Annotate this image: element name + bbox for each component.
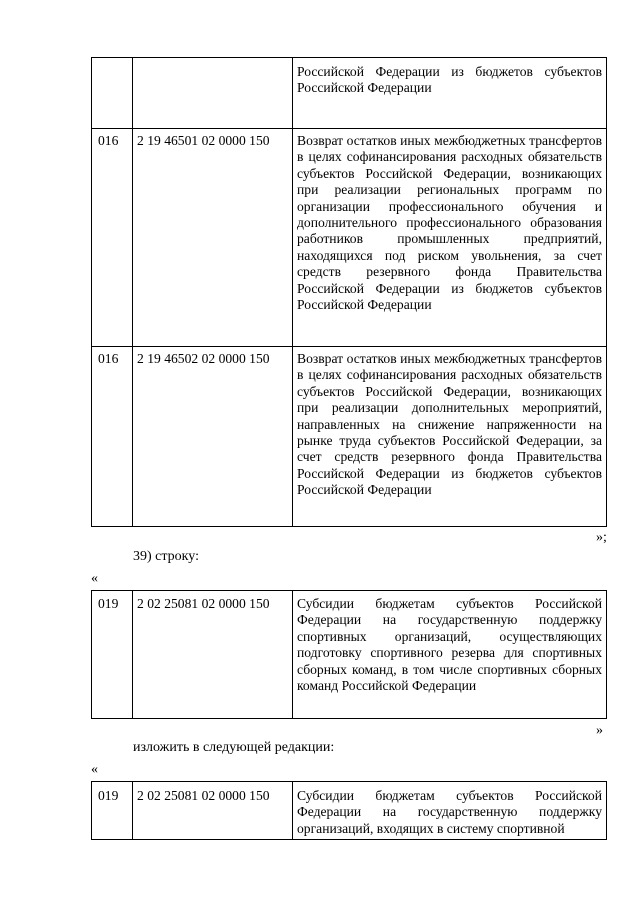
row-kbk: 2 19 46501 02 0000 150 <box>133 129 293 347</box>
row-kbk: 2 02 25081 02 0000 150 <box>133 782 293 840</box>
row-description: Субсидии бюджетам субъектов Российской Федерации на государственную поддержку организаций, входящих в систему спортивной <box>293 782 607 840</box>
row-code: 016 <box>92 129 133 347</box>
budget-table-top <box>91 57 607 527</box>
row-description: Российской Федерации из бюджетов субъектов Российской Федерации <box>293 58 607 129</box>
row-kbk <box>133 58 293 129</box>
opening-quote: « <box>91 762 98 777</box>
row-code: 019 <box>92 782 133 840</box>
row-code: 019 <box>92 591 133 719</box>
row-description: Возврат остатков иных межбюджетных трансфертов в целях софинансирования расходных обязательств субъектов Российской Федерации, возникающих при реализации дополнительных мероприятий, направленных на снижение напряженности на рынке труда субъектов Российской Федерации, за счет средств резервного фонда Правительства Российской Федерации из бюджетов субъектов Российской Федерации <box>293 347 607 527</box>
row-kbk: 2 02 25081 02 0000 150 <box>133 591 293 719</box>
table-row <box>92 782 607 840</box>
table-row <box>92 347 607 527</box>
table-row <box>92 591 607 719</box>
closing-quote: »; <box>596 530 607 545</box>
replace-instruction: изложить в следующей редакции: <box>133 740 335 755</box>
table-row <box>92 129 607 347</box>
row-description: Субсидии бюджетам субъектов Российской Федерации на государственную поддержку спортивных организаций, осуществляющих подготовку спортивного резерва для спортивных сборных команд, в том числе спортивных сборных команд Российской Федерации <box>293 591 607 719</box>
budget-table-old <box>91 590 607 719</box>
row-kbk: 2 19 46502 02 0000 150 <box>133 347 293 527</box>
opening-quote: « <box>91 571 98 586</box>
table-row <box>92 58 607 129</box>
row-description: Возврат остатков иных межбюджетных трансфертов в целях софинансирования расходных обязательств субъектов Российской Федерации, возникающих при реализации региональных программ по организации профессионального обучения и дополнительного профессионального образования работников промышленных предприятий, находящихся под риском увольнения, за счет средств резервного фонда Правительства Российской Федерации из бюджетов субъектов Российской Федерации <box>293 129 607 347</box>
item-39-heading: 39) строку: <box>133 549 199 564</box>
row-code <box>92 58 133 129</box>
row-code: 016 <box>92 347 133 527</box>
closing-quote: » <box>596 723 603 738</box>
budget-table-new <box>91 781 607 840</box>
